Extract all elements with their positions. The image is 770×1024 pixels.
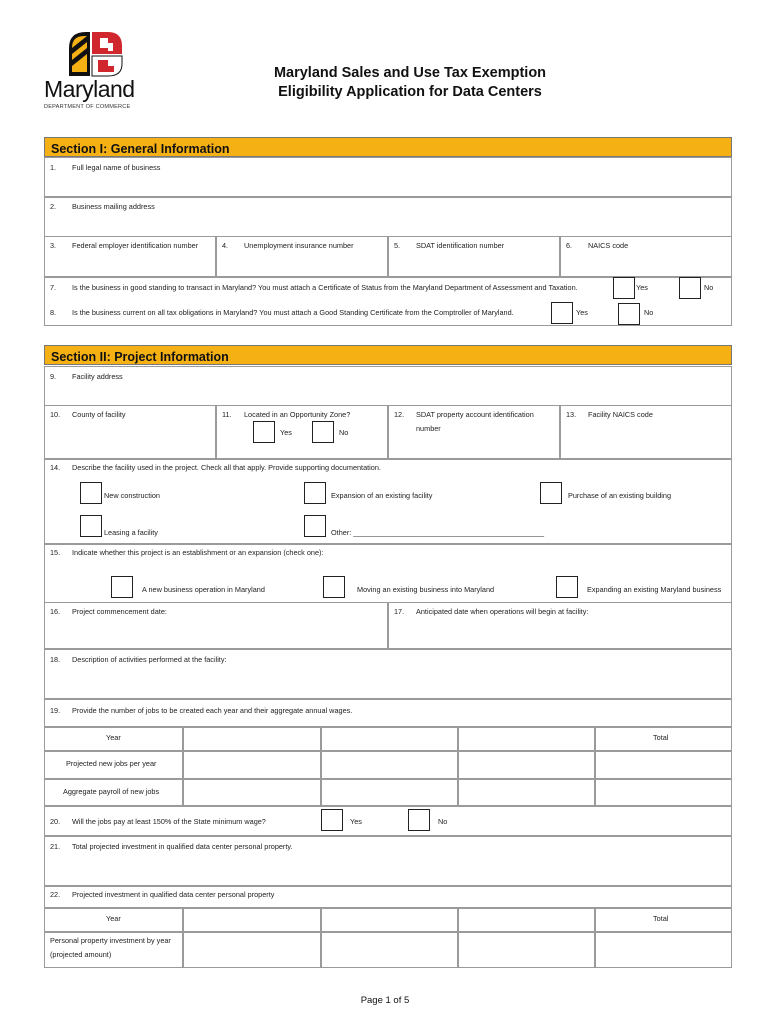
- form-title: [200, 64, 620, 102]
- q8-yes-checkbox[interactable]: [551, 302, 573, 324]
- q7-label: Is the business in good standing to transact in Maryland? You must attach a Certificate of Status from the Maryland Department of Assessment and Taxation.: [72, 283, 578, 292]
- q14-expansion-checkbox[interactable]: [304, 482, 326, 504]
- inv-row-label-line2: (projected amount): [50, 950, 112, 959]
- q11-yes-checkbox[interactable]: [253, 421, 275, 443]
- q4-num: 4.: [222, 241, 229, 250]
- jobs-year-3-header[interactable]: [458, 727, 595, 751]
- jobs-total-cell[interactable]: [595, 751, 732, 779]
- page-number: Page 1 of 5: [360, 995, 410, 1006]
- q15-new-business-label: A new business operation in Maryland: [142, 585, 265, 594]
- q15-moving-checkbox[interactable]: [323, 576, 345, 598]
- q21-num: 21.: [50, 842, 61, 851]
- q7-num: 7.: [50, 283, 57, 292]
- q14-label: Describe the facility used in the project. Check all that apply. Provide supporting documentation.: [72, 463, 381, 472]
- q8-no-label: No: [644, 308, 654, 317]
- q14-other-checkbox[interactable]: [304, 515, 326, 537]
- logo-wordmark: Maryland: [44, 76, 135, 102]
- section-2-header: Section II: Project Information: [44, 345, 732, 365]
- q2-label: Business mailing address: [72, 202, 155, 211]
- jobs-y2-cell[interactable]: [321, 751, 458, 779]
- q11-label: Located in an Opportunity Zone?: [244, 410, 351, 419]
- q21-label: Total projected investment in qualified data center personal property.: [72, 842, 293, 851]
- q1-label: Full legal name of business: [72, 163, 161, 172]
- payroll-y2-cell[interactable]: [321, 779, 458, 806]
- q8-yes-label: Yes: [576, 308, 588, 317]
- q3-num: 3.: [50, 241, 57, 250]
- q10-num: 10.: [50, 410, 61, 419]
- inv-row-label-line1: Personal property investment by year: [50, 936, 171, 945]
- q20-no-checkbox[interactable]: [408, 809, 430, 831]
- q15-new-business-checkbox[interactable]: [111, 576, 133, 598]
- q6-num: 6.: [566, 241, 573, 250]
- payroll-y1-cell[interactable]: [183, 779, 321, 806]
- inv-year-3-header[interactable]: [458, 908, 595, 932]
- payroll-total-cell[interactable]: [595, 779, 732, 806]
- q8-num: 8.: [50, 308, 57, 317]
- q14-new-construction-label: New construction: [104, 491, 160, 500]
- q16-label: Project commencement date:: [72, 607, 167, 616]
- naics-code-field[interactable]: [560, 236, 732, 277]
- section-1-header: Section I: General Information: [44, 137, 732, 157]
- inv-total-label: Total: [653, 914, 669, 923]
- inv-total-cell[interactable]: [595, 932, 732, 968]
- q20-label: Will the jobs pay at least 150% of the State minimum wage?: [72, 817, 266, 826]
- logo-subtitle: DEPARTMENT OF COMMERCE: [44, 104, 131, 110]
- q2-num: 2.: [50, 202, 57, 211]
- q15-expanding-checkbox[interactable]: [556, 576, 578, 598]
- q15-label: Indicate whether this project is an establishment or an expansion (check one):: [72, 548, 324, 557]
- jobs-total-label: Total: [653, 733, 669, 742]
- jobs-y1-cell[interactable]: [183, 751, 321, 779]
- form-title-line1: Maryland Sales and Use Tax Exemption: [273, 65, 547, 81]
- q17-label: Anticipated date when operations will begin at facility:: [416, 607, 589, 616]
- q5-label: SDAT identification number: [416, 241, 505, 250]
- q8-no-checkbox[interactable]: [618, 303, 640, 325]
- q19-num: 19.: [50, 706, 61, 715]
- inv-y1-cell[interactable]: [183, 932, 321, 968]
- q20-no-label: No: [438, 817, 448, 826]
- maryland-commerce-logo: [44, 28, 144, 118]
- q4-label: Unemployment insurance number: [244, 241, 354, 250]
- q22-label: Projected investment in qualified data center personal property: [72, 890, 275, 899]
- jobs-row-label: Projected new jobs per year: [66, 759, 157, 768]
- inv-year-label: Year: [106, 914, 121, 923]
- q14-num: 14.: [50, 463, 61, 472]
- inv-y2-cell[interactable]: [321, 932, 458, 968]
- q12-num: 12.: [394, 410, 405, 419]
- q12-label-line2: number: [416, 424, 441, 433]
- q10-label: County of facility: [72, 410, 126, 419]
- q11-no-checkbox[interactable]: [312, 421, 334, 443]
- q14-purchase-checkbox[interactable]: [540, 482, 562, 504]
- q13-label: Facility NAICS code: [588, 410, 653, 419]
- maryland-flag-icon: [64, 28, 146, 78]
- county-field[interactable]: [44, 405, 216, 459]
- q3-label: Federal employer identification number: [72, 241, 199, 250]
- q14-other-label[interactable]: Other: _______________________________________________: [331, 528, 545, 537]
- form-title-line2: Eligibility Application for Data Centers: [278, 84, 542, 100]
- q5-num: 5.: [394, 241, 401, 250]
- q14-new-construction-checkbox[interactable]: [80, 482, 102, 504]
- jobs-year-2-header[interactable]: [321, 727, 458, 751]
- inv-y3-cell[interactable]: [458, 932, 595, 968]
- q11-num: 11.: [222, 410, 232, 419]
- q9-num: 9.: [50, 372, 57, 381]
- q20-yes-checkbox[interactable]: [321, 809, 343, 831]
- q11-no-label: No: [339, 428, 349, 437]
- q14-leasing-label: Leasing a facility: [104, 528, 158, 537]
- payroll-row-label: Aggregate payroll of new jobs: [63, 787, 160, 796]
- q7-no-checkbox[interactable]: [679, 277, 701, 299]
- q17-num: 17.: [394, 607, 405, 616]
- jobs-year-label: Year: [106, 733, 121, 742]
- q18-num: 18.: [50, 655, 61, 664]
- jobs-year-1-header[interactable]: [183, 727, 321, 751]
- q7-yes-checkbox[interactable]: [613, 277, 635, 299]
- q16-num: 16.: [50, 607, 61, 616]
- q20-num: 20.: [50, 817, 61, 826]
- facility-address-field[interactable]: [44, 366, 732, 406]
- q11-yes-label: Yes: [280, 428, 292, 437]
- q8-label: Is the business current on all tax obligations in Maryland? You must attach a Good Standing Certificate from the Comptroller of Maryland.: [72, 308, 514, 317]
- q14-expansion-label: Expansion of an existing facility: [331, 491, 433, 500]
- q18-label: Description of activities performed at the facility:: [72, 655, 227, 664]
- payroll-y3-cell[interactable]: [458, 779, 595, 806]
- inv-year-1-header[interactable]: [183, 908, 321, 932]
- q7-yes-label: Yes: [636, 283, 648, 292]
- q14-leasing-checkbox[interactable]: [80, 515, 102, 537]
- q15-expanding-label: Expanding an existing Maryland business: [587, 585, 722, 594]
- inv-year-2-header[interactable]: [321, 908, 458, 932]
- q13-num: 13.: [566, 410, 577, 419]
- q19-label: Provide the number of jobs to be created each year and their aggregate annual wages.: [72, 706, 353, 715]
- q15-moving-label: Moving an existing business into Maryland: [357, 585, 495, 594]
- q15-num: 15.: [50, 548, 61, 557]
- jobs-y3-cell[interactable]: [458, 751, 595, 779]
- q20-yes-label: Yes: [350, 817, 362, 826]
- q9-label: Facility address: [72, 372, 123, 381]
- q22-num: 22.: [50, 890, 61, 899]
- q1-num: 1.: [50, 163, 57, 172]
- q6-label: NAICS code: [588, 241, 629, 250]
- q14-purchase-label: Purchase of an existing building: [568, 491, 672, 500]
- q7-no-label: No: [704, 283, 714, 292]
- q12-label: SDAT property account identification: [416, 410, 534, 419]
